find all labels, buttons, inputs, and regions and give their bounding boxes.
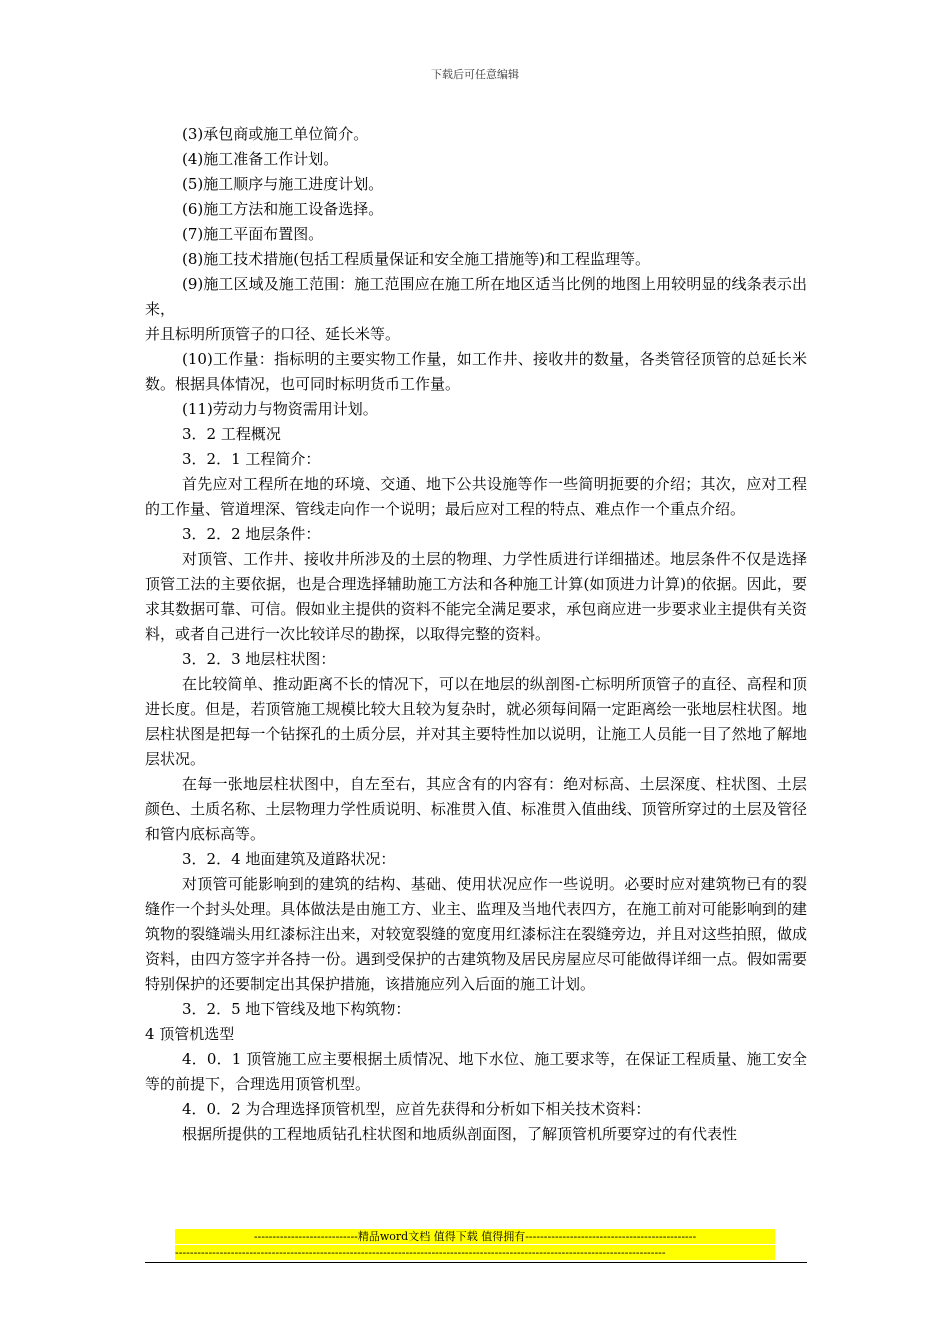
- paragraph: 3．2．3 地层柱状图：: [182, 650, 336, 668]
- paragraph: 3．2 工程概况: [182, 425, 281, 443]
- paragraph: 3．2．1 工程简介：: [182, 450, 321, 468]
- paragraph: 首先应对工程所在地的环境、交通、地下公共设施等作一些简明扼要的介绍；其次，应对工程的工作量、管道埋深、管线走向作一个说明；最后应对工程的特点、难点作一个重点介绍。: [145, 475, 807, 518]
- paragraph: 4．0．1 顶管施工应主要根据土质情况、地下水位、施工要求等，在保证工程质量、施工安全等的前提下，合理选用顶管机型。: [145, 1050, 807, 1093]
- paragraph: 3．2．2 地层条件：: [182, 525, 321, 543]
- paragraph: (8)施工技术措施(包括工程质量保证和安全施工措施等)和工程监理等。: [182, 250, 650, 268]
- document-body: [145, 122, 807, 1147]
- paragraph: 在每一张地层柱状图中，自左至右，其应含有的内容有：绝对标高、土层深度、柱状图、土层颜色、土质名称、土层物理力学性质说明、标准贯入值、标准贯入值曲线、顶管所穿过的土层及管径和管内底标高等。: [145, 775, 807, 843]
- paragraph: 4 顶管机选型: [145, 1025, 235, 1043]
- paragraph: (10)工作量：指标明的主要实物工作量，如工作井、接收井的数量，各类管径顶管的总延长米数。根据具体情况，也可同时标明货币工作量。: [145, 350, 807, 393]
- paragraph: 对顶管可能影响到的建筑的结构、基础、使用状况应作一些说明。必要时应对建筑物已有的裂缝作一个封头处理。具体做法是由施工方、业主、监理及当地代表四方，在施工前对可能影响到的建筑物的裂缝端头用红漆标注出来，对较宽裂缝的宽度用红漆标注在裂缝旁边，并且对这些拍照，做成资料，由四方签字并各持一份。遇到受保护的古建筑物及居民房屋应尽可能做得详细一点。假如需要特别保护的还要制定出其保护措施，该措施应列入后面的施工计划。: [145, 875, 807, 993]
- paragraph: 对顶管、工作井、接收井所涉及的土层的物理、力学性质进行详细描述。地层条件不仅是选择顶管工法的主要依据，也是合理选择辅助施工方法和各种施工计算(如顶进力计算)的依据。因此，要求其数据可靠、可信。假如业主提供的资料不能完全满足要求，承包商应进一步要求业主提供有关资料，或者自己进行一次比较详尽的勘探，以取得完整的资料。: [145, 550, 807, 643]
- paragraph: (4)施工准备工作计划。: [182, 150, 339, 168]
- paragraph: (6)施工方法和施工设备选择。: [182, 200, 384, 218]
- paragraph: 3．2．5 地下管线及地下构筑物：: [182, 1000, 411, 1018]
- paragraph: (5)施工顺序与施工进度计划。: [182, 175, 384, 193]
- paragraph: (7)施工平面布置图。: [182, 225, 324, 243]
- footer-banner-line2: ------------------------------------------------------------------------------------------------------------------------------------: [175, 1245, 775, 1260]
- paragraph: (3)承包商或施工单位简介。: [182, 125, 369, 143]
- footer-banner-line1: ----------------------------精品word文档 值得下载 值得拥有----------------------------------------------: [175, 1229, 775, 1244]
- paragraph: 在比较简单、推动距离不长的情况下，可以在地层的纵剖图-亡标明所顶管子的直径、高程和顶进长度。但是，若顶管施工规模比较大且较为复杂时，就必须每间隔一定距离绘一张地层柱状图。地层柱状图是把每一个钻探孔的土质分层，并对其主要特性加以说明，让施工人员能一目了然地了解地层状况。: [145, 675, 807, 768]
- page-header-note: 下载后可任意编辑: [431, 68, 519, 81]
- paragraph: 并且标明所顶管子的口径、延长米等。: [145, 325, 401, 343]
- paragraph: 4．0．2 为合理选择顶管机型，应首先获得和分析如下相关技术资料：: [182, 1100, 651, 1118]
- paragraph: 3．2．4 地面建筑及道路状况：: [182, 850, 396, 868]
- paragraph: (11)劳动力与物资需用计划。: [182, 400, 378, 418]
- paragraph: (9)施工区域及施工范围：施工范围应在施工所在地区适当比例的地图上用较明显的线条表示出来，: [145, 275, 807, 318]
- paragraph: 根据所提供的工程地质钻孔柱状图和地质纵剖面图，了解顶管机所要穿过的有代表性: [182, 1125, 738, 1143]
- footer-rule: [145, 1262, 807, 1263]
